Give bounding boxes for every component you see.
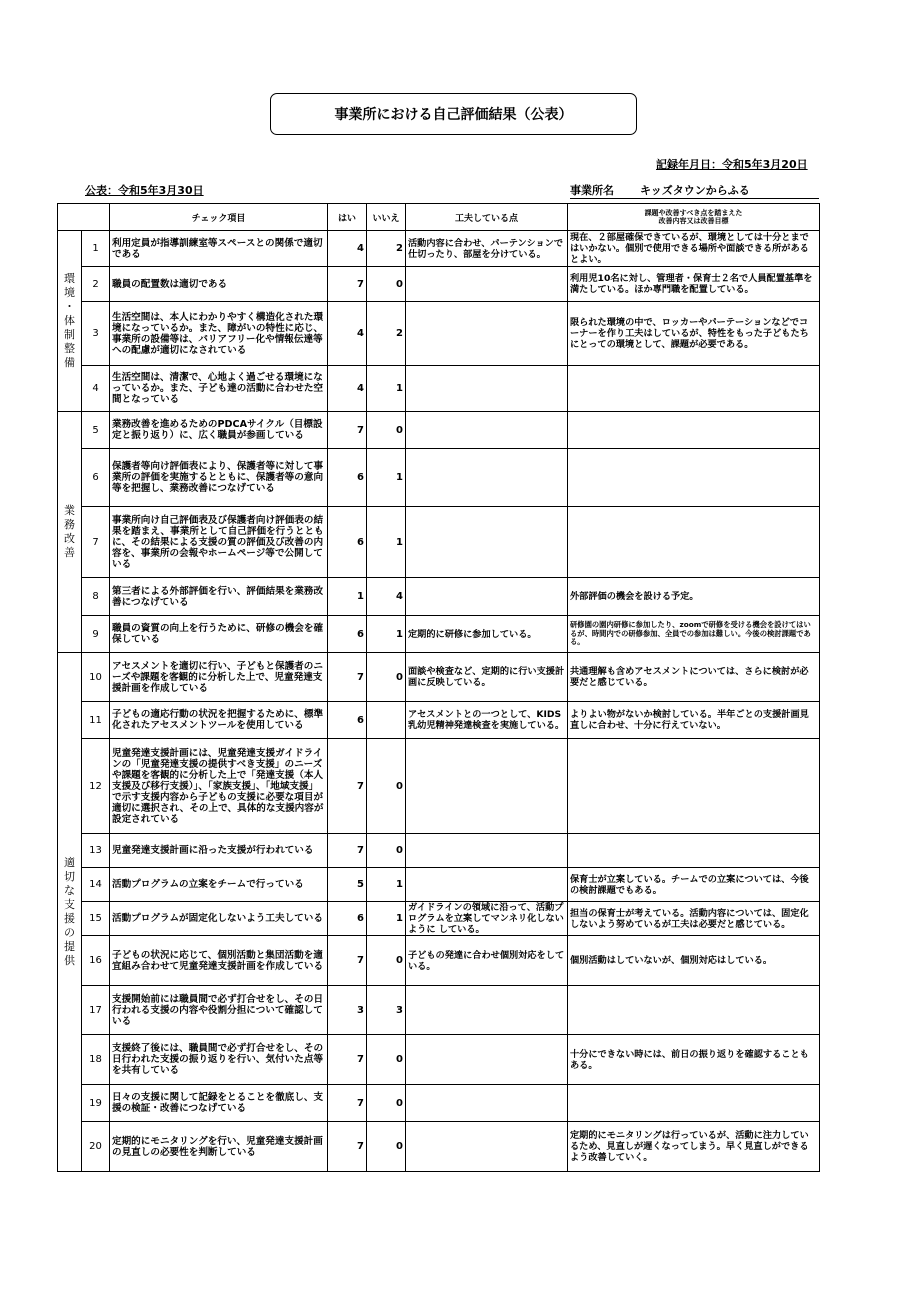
- check-item: 保護者等向け評価表により、保護者等に対して事業所の評価を実施するとともに、保護者等の意向等を把握し、業務改善につなげている: [110, 449, 328, 507]
- document-title: 事業所における自己評価結果（公表）: [270, 93, 637, 135]
- check-item: 活動プログラムの立案をチームで行っている: [110, 868, 328, 902]
- row-number: 1: [82, 231, 110, 267]
- effort-note: [406, 302, 568, 366]
- category-support: 適 切 な 支 援 の 提 供: [58, 653, 82, 1172]
- no-count: 0: [367, 412, 406, 449]
- category-env: 環 境 ・ 体 制 整 備: [58, 231, 82, 412]
- issue-note: 利用児10名に対し、管理者・保育士２名で人員配置基準を満たしている。ほか専門職を配置している。: [568, 267, 820, 302]
- table-row: [58, 834, 820, 868]
- issue-note: 保育士が立案している。チームでの立案については、今後の検討課題でもある。: [568, 868, 820, 902]
- row-number: 18: [82, 1035, 110, 1085]
- table-row: [58, 653, 820, 702]
- check-item: 業務改善を進めるためのPDCAサイクル（目標設定と振り返り）に、広く職員が参画している: [110, 412, 328, 449]
- issue-note: 十分にできない時には、前日の振り返りを確認することもある。: [568, 1035, 820, 1085]
- table-row: [58, 986, 820, 1035]
- check-item: 職員の配置数は適切である: [110, 267, 328, 302]
- header-issues-line2: 改善内容又は改善目標: [658, 217, 729, 225]
- check-item: 子どもの適応行動の状況を把握するために、標準化されたアセスメントツールを使用している: [110, 702, 328, 739]
- issue-note: [568, 449, 820, 507]
- table-row: [58, 449, 820, 507]
- check-item: 生活空間は、清潔で、心地よく過ごせる環境になっているか。また、子ども達の活動に合わせた空間となっている: [110, 366, 328, 412]
- row-number: 17: [82, 986, 110, 1035]
- row-number: 15: [82, 902, 110, 936]
- yes-count: 6: [328, 616, 367, 653]
- issue-note: よりよい物がないか検討している。半年ごとの支援計画見直しに合わせ、十分に行えていない。: [568, 702, 820, 739]
- issue-note: [568, 834, 820, 868]
- row-number: 6: [82, 449, 110, 507]
- effort-note: 定期的に研修に参加している。: [406, 616, 568, 653]
- yes-count: 7: [328, 834, 367, 868]
- table-row: [58, 267, 820, 302]
- effort-note: [406, 868, 568, 902]
- table-row: [58, 739, 820, 834]
- no-count: 1: [367, 449, 406, 507]
- effort-note: [406, 578, 568, 616]
- yes-count: 7: [328, 1085, 367, 1122]
- effort-note: [406, 366, 568, 412]
- effort-note: [406, 1085, 568, 1122]
- issue-note: [568, 739, 820, 834]
- yes-count: 6: [328, 449, 367, 507]
- row-number: 2: [82, 267, 110, 302]
- row-number: 8: [82, 578, 110, 616]
- issue-note: 現在、２部屋確保できているが、環境としては十分とまではいかない。個別で使用できる場所や面談できる所があるとよい。: [568, 231, 820, 267]
- table-row: [58, 868, 820, 902]
- table-row: [58, 1035, 820, 1085]
- yes-count: 7: [328, 936, 367, 986]
- table-row: [58, 616, 820, 653]
- no-count: 0: [367, 936, 406, 986]
- no-count: 0: [367, 1035, 406, 1085]
- issue-note: [568, 507, 820, 578]
- no-count: 2: [367, 302, 406, 366]
- row-number: 19: [82, 1085, 110, 1122]
- effort-note: [406, 449, 568, 507]
- effort-note: アセスメントとの一つとして、KIDS乳幼児精神発達検査を実施している。: [406, 702, 568, 739]
- office-name-line: [570, 182, 819, 199]
- check-item: 第三者による外部評価を行い、評価結果を業務改善につなげている: [110, 578, 328, 616]
- check-item: 児童発達支援計画には、児童発達支援ガイドラインの「児童発達支援の提供すべき支援」のニーズや課題を客観的に分析した上で「発達支援（本人支援及び移行支援）」、「家族支援」、「地域支援」で示す支援内容から子どもの支援に必要な項目が適切に選択され、その上で、具体的な支援内容が設定されている: [110, 739, 328, 834]
- no-count: 3: [367, 986, 406, 1035]
- issue-note: [568, 986, 820, 1035]
- no-count: 0: [367, 834, 406, 868]
- effort-note: [406, 412, 568, 449]
- check-item: 定期的にモニタリングを行い、児童発達支援計画の見直しの必要性を判断している: [110, 1122, 328, 1172]
- yes-count: 4: [328, 302, 367, 366]
- no-count: 0: [367, 739, 406, 834]
- publish-date: 公表：令和5年3月30日: [85, 184, 204, 197]
- effort-note: [406, 507, 568, 578]
- check-item: 子どもの状況に応じて、個別活動と集団活動を適宜組み合わせて児童発達支援計画を作成している: [110, 936, 328, 986]
- header-check-item: チェック項目: [110, 204, 328, 231]
- evaluation-table: [57, 203, 820, 1172]
- table-row: [58, 1085, 820, 1122]
- check-item: 支援終了後には、職員間で必ず打合せをし、その日行われた支援の振り返りを行い、気付いた点等を共有している: [110, 1035, 328, 1085]
- row-number: 5: [82, 412, 110, 449]
- check-item: 活動プログラムが固定化しないよう工夫している: [110, 902, 328, 936]
- header-no: いいえ: [367, 204, 406, 231]
- issue-note: [568, 366, 820, 412]
- table-row: [58, 902, 820, 936]
- issue-note: 個別活動はしていないが、個別対応はしている。: [568, 936, 820, 986]
- table-row: [58, 936, 820, 986]
- effort-note: 活動内容に合わせ、パーテンションで仕切ったり、部屋を分けている。: [406, 231, 568, 267]
- survey-date: 記録年月日：令和5年3月20日: [656, 158, 808, 171]
- table-row: [58, 578, 820, 616]
- table-row: [58, 1122, 820, 1172]
- table-row: [58, 302, 820, 366]
- no-count: [367, 702, 406, 739]
- header-issues: [568, 204, 820, 231]
- check-item: 支援開始前には職員間で必ず打合せをし、その日行われる支援の内容や役割分担について確認している: [110, 986, 328, 1035]
- office-name: キッズタウンからふる: [640, 184, 750, 197]
- row-number: 10: [82, 653, 110, 702]
- yes-count: 6: [328, 902, 367, 936]
- check-item: アセスメントを適切に行い、子どもと保護者のニーズや課題を客観的に分析した上で、児童発達支援計画を作成している: [110, 653, 328, 702]
- yes-count: 4: [328, 231, 367, 267]
- yes-count: 7: [328, 267, 367, 302]
- issue-note: 研修園の園内研修に参加したり、zoomで研修を受ける機会を設けてはいるが、時間内での研修参加、全員での参加は難しい。今後の検討課題である。: [568, 616, 820, 653]
- issue-note: 担当の保育士が考えている。活動内容については、固定化しないよう努めているが工夫は必要だと感じている。: [568, 902, 820, 936]
- yes-count: 6: [328, 702, 367, 739]
- no-count: 0: [367, 653, 406, 702]
- yes-count: 7: [328, 1122, 367, 1172]
- no-count: 0: [367, 267, 406, 302]
- table-row: [58, 412, 820, 449]
- row-number: 9: [82, 616, 110, 653]
- category-ops: 業 務 改 善: [58, 412, 82, 653]
- effort-note: ガイドラインの領域に沿って、活動プログラムを立案してマンネリ化しないように している。: [406, 902, 568, 936]
- row-number: 12: [82, 739, 110, 834]
- header-efforts: 工夫している点: [406, 204, 568, 231]
- row-number: 13: [82, 834, 110, 868]
- no-count: 0: [367, 1122, 406, 1172]
- check-item: 事業所向け自己評価表及び保護者向け評価表の結果を踏まえ、事業所として自己評価を行うとともに、その結果による支援の質の評価及び改善の内容を、事業所の会報やホームページ等で公開している: [110, 507, 328, 578]
- header-issues-line1: 課題や改善すべき点を踏まえた: [644, 209, 743, 217]
- row-number: 20: [82, 1122, 110, 1172]
- no-count: 2: [367, 231, 406, 267]
- table-header-row: [58, 204, 820, 231]
- row-number: 11: [82, 702, 110, 739]
- yes-count: 7: [328, 1035, 367, 1085]
- no-count: 1: [367, 366, 406, 412]
- issue-note: 外部評価の機会を設ける予定。: [568, 578, 820, 616]
- no-count: 1: [367, 507, 406, 578]
- yes-count: 6: [328, 507, 367, 578]
- no-count: 1: [367, 868, 406, 902]
- effort-note: [406, 1122, 568, 1172]
- yes-count: 3: [328, 986, 367, 1035]
- yes-count: 5: [328, 868, 367, 902]
- issue-note: 定期的にモニタリングは行っているが、活動に注力しているため、見直しが遅くなってしまう。早く見直しができるよう改善していく。: [568, 1122, 820, 1172]
- no-count: 1: [367, 902, 406, 936]
- row-number: 7: [82, 507, 110, 578]
- table-row: [58, 702, 820, 739]
- header-yes: はい: [328, 204, 367, 231]
- yes-count: 4: [328, 366, 367, 412]
- row-number: 16: [82, 936, 110, 986]
- yes-count: 7: [328, 412, 367, 449]
- issue-note: [568, 412, 820, 449]
- no-count: 4: [367, 578, 406, 616]
- office-label: 事業所名: [570, 184, 614, 197]
- row-number: 4: [82, 366, 110, 412]
- effort-note: 面談や検査など、定期的に行い支援計画に反映している。: [406, 653, 568, 702]
- table-row: [58, 507, 820, 578]
- table-row: [58, 231, 820, 267]
- issue-note: 共通理解も含めアセスメントについては、さらに検討が必要だと感じている。: [568, 653, 820, 702]
- no-count: 1: [367, 616, 406, 653]
- no-count: 0: [367, 1085, 406, 1122]
- check-item: 生活空間は、本人にわかりやすく構造化された環境になっているか。また、障がいの特性に応じ、事業所の設備等は、バリアフリー化や情報伝達等への配慮が適切になされている: [110, 302, 328, 366]
- check-item: 利用定員が指導訓練室等スペースとの関係で適切である: [110, 231, 328, 267]
- effort-note: [406, 834, 568, 868]
- issue-note: 限られた環境の中で、ロッカーやパーテーションなどでコーナーを作り工夫はしているが、特性をもった子どもたちにとっての環境として、課題が必要である。: [568, 302, 820, 366]
- effort-note: [406, 1035, 568, 1085]
- header-blank: [58, 204, 110, 231]
- effort-note: [406, 986, 568, 1035]
- effort-note: [406, 267, 568, 302]
- effort-note: 子どもの発達に合わせ個別対応をしている。: [406, 936, 568, 986]
- row-number: 3: [82, 302, 110, 366]
- yes-count: 7: [328, 653, 367, 702]
- check-item: 児童発達支援計画に沿った支援が行われている: [110, 834, 328, 868]
- yes-count: 1: [328, 578, 367, 616]
- row-number: 14: [82, 868, 110, 902]
- issue-note: [568, 1085, 820, 1122]
- table-row: [58, 366, 820, 412]
- check-item: 日々の支援に関して記録をとることを徹底し、支援の検証・改善につなげている: [110, 1085, 328, 1122]
- check-item: 職員の資質の向上を行うために、研修の機会を確保している: [110, 616, 328, 653]
- yes-count: 7: [328, 739, 367, 834]
- effort-note: [406, 739, 568, 834]
